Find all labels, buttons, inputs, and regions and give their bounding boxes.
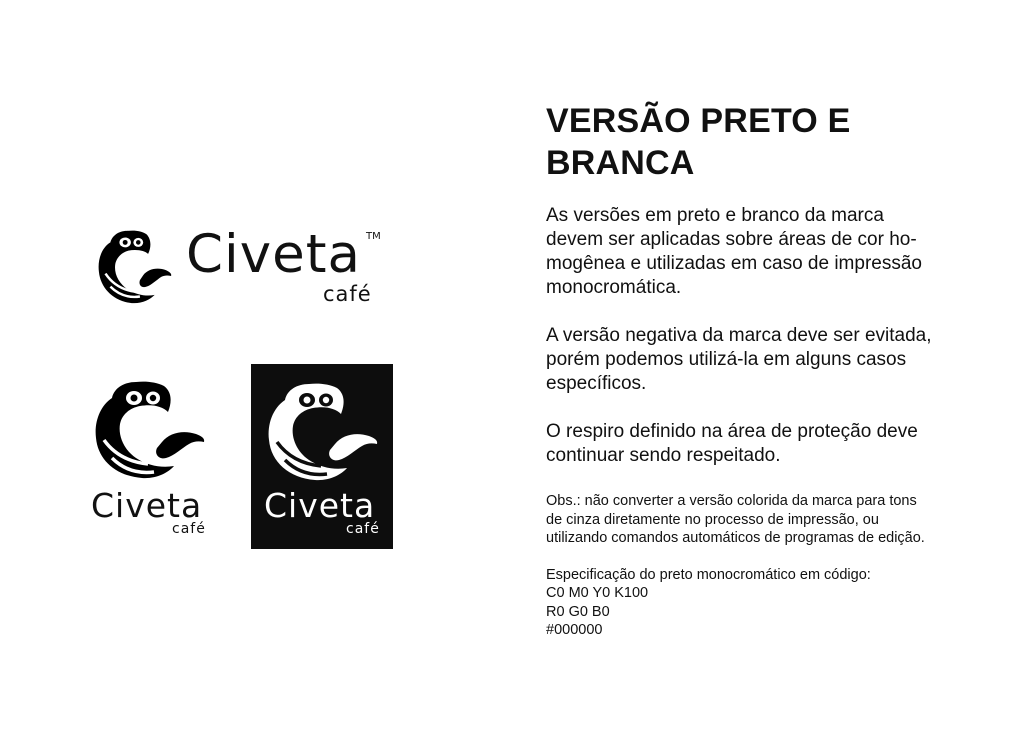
text-line: O respiro definido na área de proteção deve (546, 421, 918, 442)
text-line: utilizando comandos automáticos de programas de edição. (546, 530, 925, 546)
color-spec (546, 566, 966, 640)
cmyk-value: C0 M0 Y0 K100 (546, 585, 649, 601)
logo-negative (251, 364, 393, 549)
rgb-value: R0 G0 B0 (546, 603, 610, 620)
civet-mark-icon (90, 226, 180, 308)
page-title (546, 100, 966, 184)
text-line: específicos. (546, 373, 647, 394)
text-line: porém podemos utilizá-la em alguns casos (546, 349, 907, 370)
brand-sub: café (323, 282, 372, 306)
description-column (546, 100, 966, 658)
brand-wordmark: Civeta (186, 224, 361, 285)
brand-sub: café (172, 521, 206, 537)
brand-wordmark: Civeta (91, 486, 203, 525)
text-line: continuar sendo respeitado. (546, 445, 781, 466)
text-line: Obs.: não converter a versão colorida da marca para tons (546, 493, 917, 509)
brand-sub: café (346, 521, 380, 537)
text-line: de cinza diretamente no processo de impressão, ou (546, 511, 879, 528)
note-obs (546, 492, 966, 548)
text-line: mogênea e utilizadas em caso de impressão (546, 253, 922, 274)
civet-mark-icon (261, 378, 385, 486)
text-line: Especificação do preto monocromático em código: (546, 566, 871, 583)
trademark-mark: TM (366, 231, 381, 242)
text-line: devem ser aplicadas sobre áreas de cor ho- (546, 229, 917, 250)
paragraph-protection (546, 420, 966, 468)
logo-stacked (88, 376, 212, 540)
text-line: monocromática. (546, 277, 682, 298)
logo-horizontal (90, 226, 390, 308)
paragraph-negative (546, 324, 966, 396)
text-line: A versão negativa da marca deve ser evitada, (546, 325, 932, 346)
civet-mark-icon (88, 376, 212, 484)
hex-value: #000000 (546, 622, 603, 638)
paragraph-usage (546, 204, 966, 300)
title-line: VERSÃO PRETO E (546, 102, 851, 140)
title-line: BRANCA (546, 144, 695, 182)
brand-wordmark: Civeta (264, 486, 376, 525)
text-line: As versões em preto e branco da marca (546, 205, 884, 226)
